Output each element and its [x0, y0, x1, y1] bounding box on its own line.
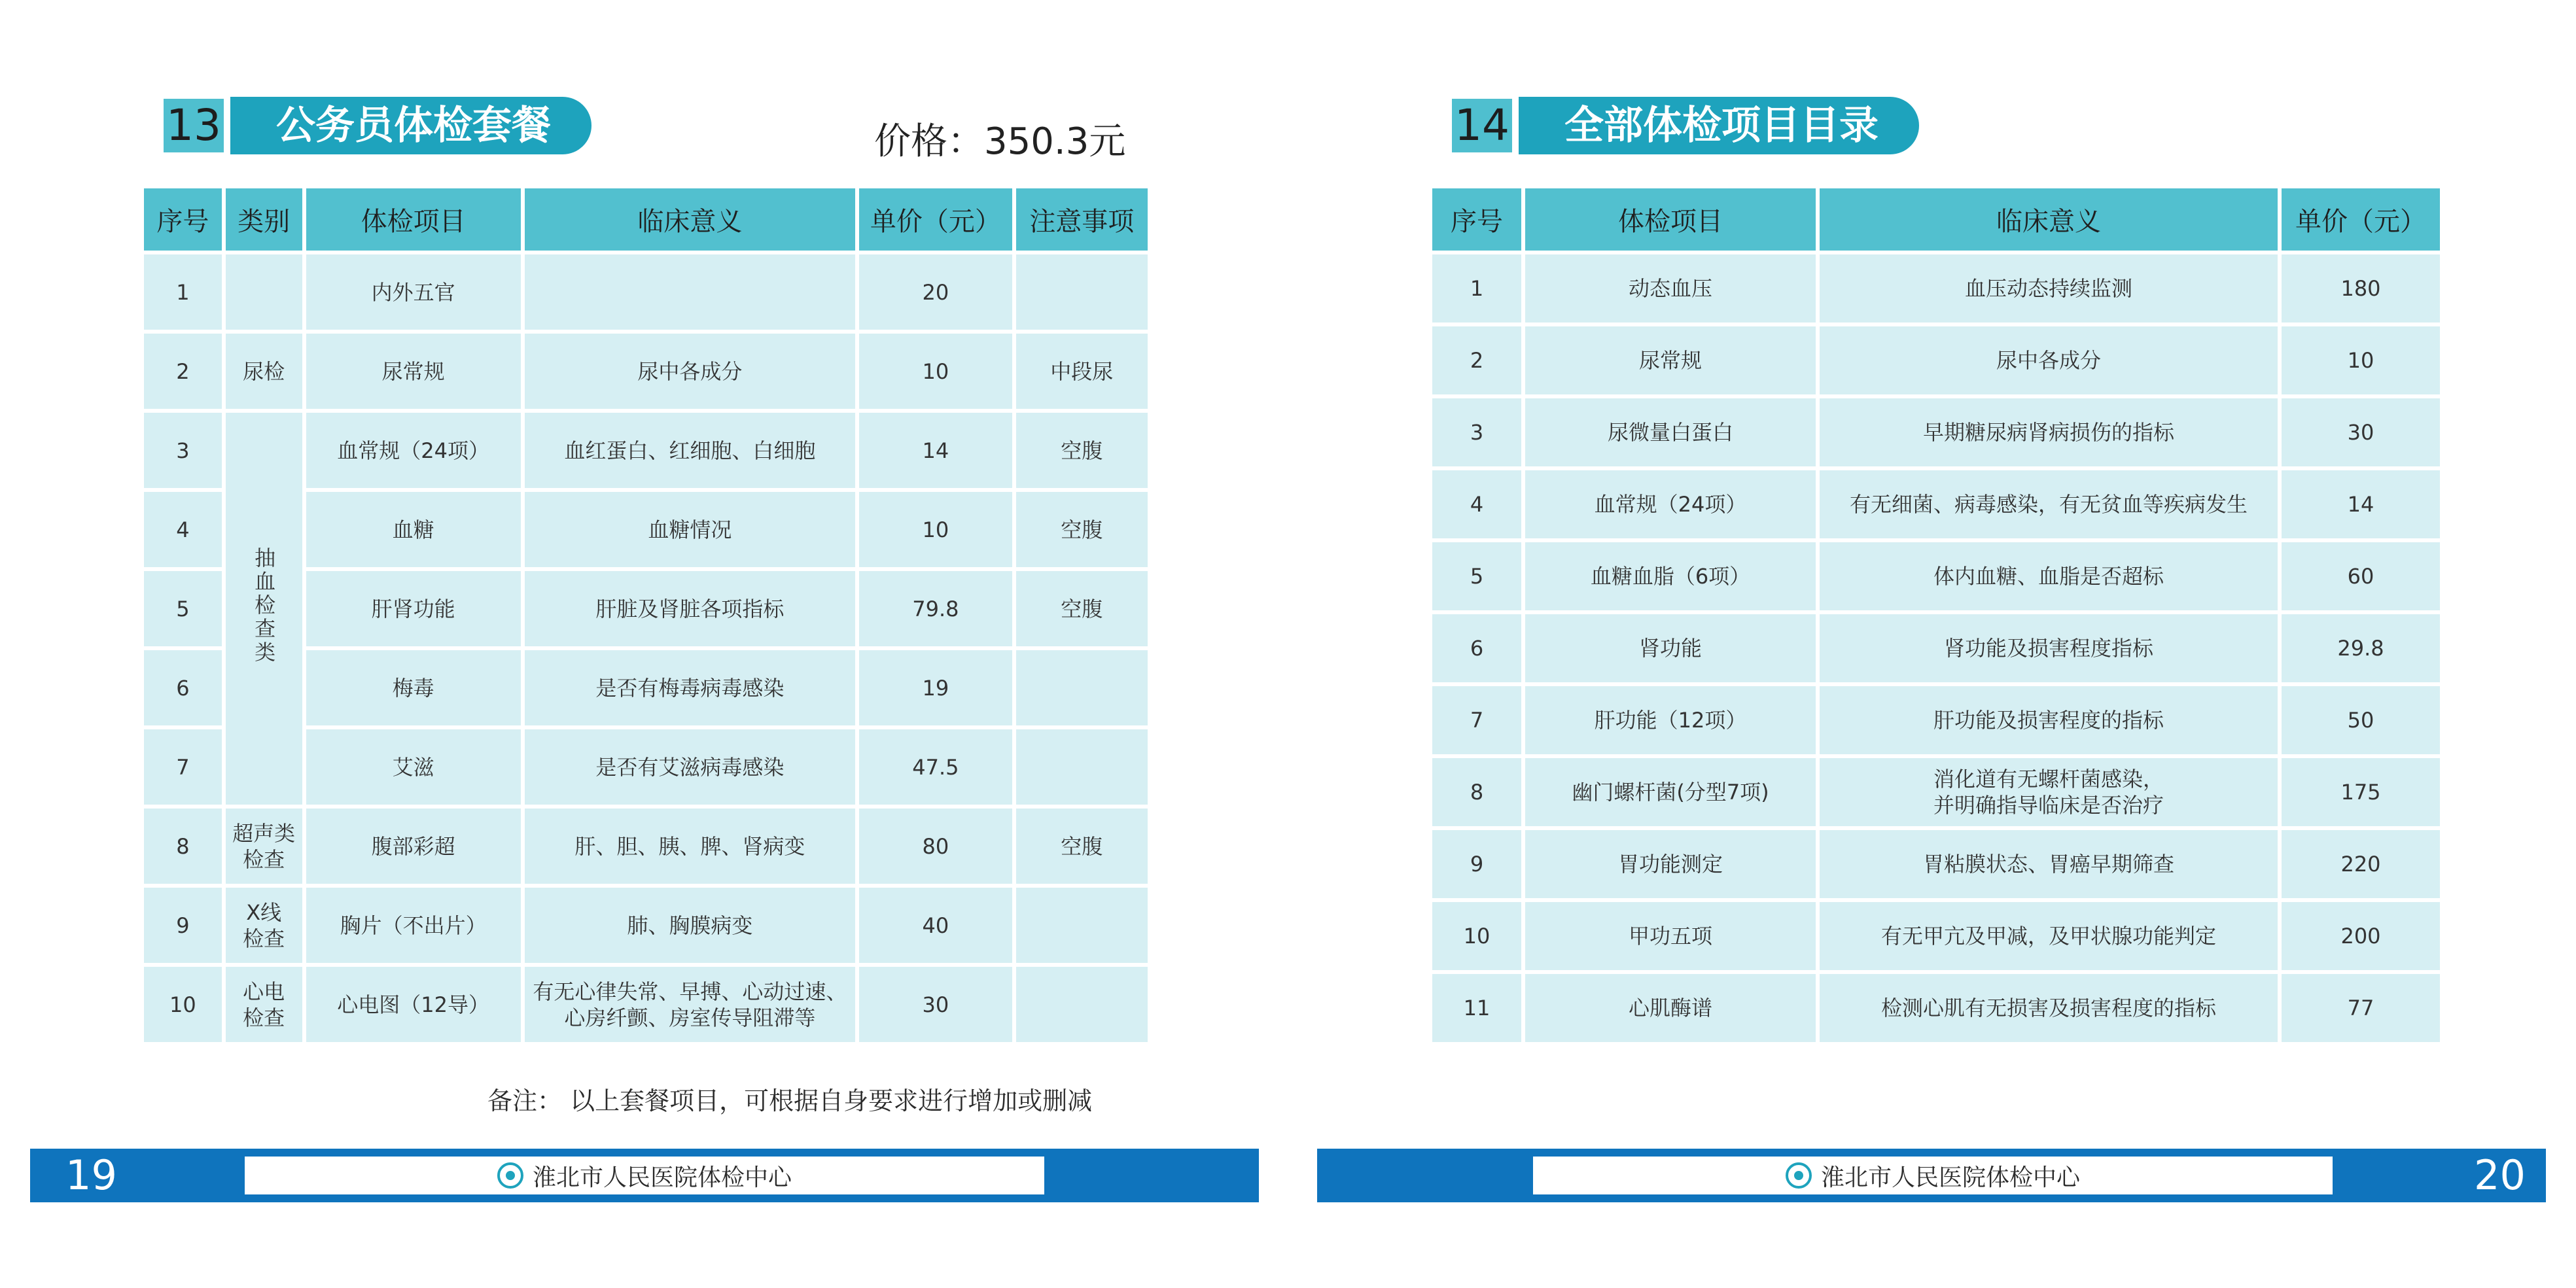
cell-meaning: 尿中各成分 [525, 334, 855, 409]
section-title: 公务员体检套餐 [230, 97, 591, 154]
cell-price: 40 [859, 888, 1012, 963]
cell-item: 心电图（12导） [306, 967, 521, 1042]
hospital-logo-icon [1786, 1162, 1812, 1189]
table-row [144, 254, 1148, 330]
category-blood-test: 抽血检查类 [251, 547, 277, 665]
package-price: 价格：350.3元 [874, 120, 1126, 163]
cell-note: 空腹 [1016, 492, 1148, 567]
table-row [144, 967, 1148, 1042]
cell-item: 心肌酶谱 [1525, 974, 1816, 1042]
cell-no: 3 [1432, 398, 1521, 466]
cell-item: 肝功能（12项） [1525, 686, 1816, 754]
table-row [144, 413, 1148, 488]
footer-text: 淮北市人民医院体检中心 [1820, 1164, 2080, 1191]
header-no: 序号 [1432, 188, 1521, 251]
table-row [1432, 830, 2440, 898]
cell-item: 血糖血脂（6项） [1525, 542, 1816, 610]
cell-no: 7 [144, 729, 222, 805]
cell-no: 6 [1432, 614, 1521, 682]
table-row [1432, 902, 2440, 970]
meaning-line-2: 并明确指导临床是否治疗 [1933, 793, 2164, 818]
table-header-row [1432, 188, 2440, 251]
header-price: 单价（元） [859, 188, 1012, 251]
header-category: 类别 [226, 188, 302, 251]
cell-meaning [1820, 758, 2278, 826]
category-line-2: 检查 [243, 926, 285, 951]
cell-item: 梅毒 [306, 650, 521, 725]
table-row [1432, 254, 2440, 322]
cell-meaning: 血糖情况 [525, 492, 855, 567]
right-page [1288, 0, 2576, 1288]
cell-meaning: 有无甲亢及甲减，及甲状腺功能判定 [1820, 902, 2278, 970]
cell-note: 空腹 [1016, 809, 1148, 884]
cell-price: 30 [2282, 398, 2440, 466]
cell-no: 10 [1432, 902, 1521, 970]
cell-item: 胸片（不出片） [306, 888, 521, 963]
cell-meaning: 肾功能及损害程度指标 [1820, 614, 2278, 682]
cell-price: 80 [859, 809, 1012, 884]
page-number: 19 [65, 1151, 117, 1199]
cell-item: 尿常规 [1525, 326, 1816, 394]
section-number: 14 [1452, 99, 1512, 152]
category-line-1: X线 [246, 899, 282, 925]
cell-meaning: 肺、胸膜病变 [525, 888, 855, 963]
cell-price: 180 [2282, 254, 2440, 322]
remark: 备注： 以上套餐项目，可根据自身要求进行增加或删减 [487, 1087, 1093, 1115]
cell-price: 20 [859, 254, 1012, 330]
cell-price: 30 [859, 967, 1012, 1042]
catalog-table [1428, 184, 2444, 1046]
cell-category [226, 888, 302, 963]
cell-meaning: 是否有艾滋病毒感染 [525, 729, 855, 805]
cell-price: 14 [859, 413, 1012, 488]
cell-item: 血常规（24项） [306, 413, 521, 488]
cell-note [1016, 729, 1148, 805]
cell-price: 10 [2282, 326, 2440, 394]
cell-price: 10 [859, 492, 1012, 567]
package-table [140, 184, 1152, 1046]
cell-price: 200 [2282, 902, 2440, 970]
meaning-line-1: 有无心律失常、早搏、心动过速、 [533, 979, 847, 1004]
cell-meaning: 有无细菌、病毒感染，有无贫血等疾病发生 [1820, 470, 2278, 538]
page-number: 20 [2474, 1151, 2526, 1199]
cell-price: 220 [2282, 830, 2440, 898]
header-item: 体检项目 [306, 188, 521, 251]
cell-note [1016, 888, 1148, 963]
table-row [1432, 686, 2440, 754]
cell-price: 50 [2282, 686, 2440, 754]
table-row [1432, 758, 2440, 826]
cell-price: 60 [2282, 542, 2440, 610]
meaning-line-1: 消化道有无螺杆菌感染， [1933, 767, 2164, 792]
cell-price: 77 [2282, 974, 2440, 1042]
cell-item: 尿常规 [306, 334, 521, 409]
footer-text: 淮北市人民医院体检中心 [532, 1164, 792, 1191]
cell-no: 3 [144, 413, 222, 488]
cell-meaning: 检测心肌有无损害及损害程度的指标 [1820, 974, 2278, 1042]
cell-meaning: 尿中各成分 [1820, 326, 2278, 394]
cell-price: 79.8 [859, 571, 1012, 646]
cell-meaning: 血红蛋白、红细胞、白细胞 [525, 413, 855, 488]
cell-item: 血常规（24项） [1525, 470, 1816, 538]
cell-item: 肾功能 [1525, 614, 1816, 682]
cell-note: 空腹 [1016, 571, 1148, 646]
table-header-row [144, 188, 1148, 251]
cell-meaning [525, 967, 855, 1042]
cell-meaning: 肝、胆、胰、脾、肾病变 [525, 809, 855, 884]
cell-no: 6 [144, 650, 222, 725]
cell-price: 47.5 [859, 729, 1012, 805]
cell-meaning: 肝脏及肾脏各项指标 [525, 571, 855, 646]
cell-no: 11 [1432, 974, 1521, 1042]
cell-no: 8 [1432, 758, 1521, 826]
cell-note [1016, 254, 1148, 330]
cell-meaning [525, 254, 855, 330]
header-meaning: 临床意义 [1820, 188, 2278, 251]
cell-item: 艾滋 [306, 729, 521, 805]
cell-no: 9 [144, 888, 222, 963]
cell-item: 血糖 [306, 492, 521, 567]
cell-price: 19 [859, 650, 1012, 725]
cell-no: 1 [144, 254, 222, 330]
header-price: 单价（元） [2282, 188, 2440, 251]
cell-price: 175 [2282, 758, 2440, 826]
table-row [1432, 470, 2440, 538]
category-line-1: 超声类 [232, 820, 296, 846]
cell-meaning: 早期糖尿病肾病损伤的指标 [1820, 398, 2278, 466]
section-header-14 [1452, 97, 1919, 154]
table-row [1432, 398, 2440, 466]
cell-note: 中段尿 [1016, 334, 1148, 409]
cell-category [226, 809, 302, 884]
cell-no: 4 [1432, 470, 1521, 538]
header-no: 序号 [144, 188, 222, 251]
table-row [144, 334, 1148, 409]
section-header-13 [164, 97, 591, 154]
cell-no: 5 [144, 571, 222, 646]
cell-meaning: 肝功能及损害程度的指标 [1820, 686, 2278, 754]
cell-no: 10 [144, 967, 222, 1042]
cell-item: 幽门螺杆菌(分型7项) [1525, 758, 1816, 826]
cell-item: 腹部彩超 [306, 809, 521, 884]
cell-item: 甲功五项 [1525, 902, 1816, 970]
cell-no: 2 [144, 334, 222, 409]
section-title: 全部体检项目目录 [1519, 97, 1919, 154]
cell-item: 动态血压 [1525, 254, 1816, 322]
cell-category: 尿检 [226, 334, 302, 409]
cell-meaning: 胃粘膜状态、胃癌早期筛查 [1820, 830, 2278, 898]
cell-no: 5 [1432, 542, 1521, 610]
table-row [144, 888, 1148, 963]
cell-price: 29.8 [2282, 614, 2440, 682]
header-meaning: 临床意义 [525, 188, 855, 251]
header-item: 体检项目 [1525, 188, 1816, 251]
table-row [1432, 614, 2440, 682]
meaning-line-2: 心房纤颤、房室传导阻滞等 [564, 1005, 816, 1030]
cell-item: 肝肾功能 [306, 571, 521, 646]
cell-no: 4 [144, 492, 222, 567]
cell-no: 9 [1432, 830, 1521, 898]
cell-meaning: 血压动态持续监测 [1820, 254, 2278, 322]
footer-box [1530, 1154, 2335, 1197]
header-note: 注意事项 [1016, 188, 1148, 251]
cell-meaning: 是否有梅毒病毒感染 [525, 650, 855, 725]
footer-box [242, 1154, 1047, 1197]
hospital-logo-icon [497, 1162, 523, 1189]
cell-price: 14 [2282, 470, 2440, 538]
cell-no: 2 [1432, 326, 1521, 394]
section-number: 13 [164, 99, 224, 152]
cell-price: 10 [859, 334, 1012, 409]
cell-no: 8 [144, 809, 222, 884]
table-row [144, 809, 1148, 884]
table-row [1432, 542, 2440, 610]
cell-category [226, 254, 302, 330]
cell-note: 空腹 [1016, 413, 1148, 488]
cell-item: 胃功能测定 [1525, 830, 1816, 898]
table-row [1432, 326, 2440, 394]
cell-item: 尿微量白蛋白 [1525, 398, 1816, 466]
cell-category [226, 967, 302, 1042]
cell-no: 7 [1432, 686, 1521, 754]
cell-note [1016, 650, 1148, 725]
cell-meaning: 体内血糖、血脂是否超标 [1820, 542, 2278, 610]
table-row [1432, 974, 2440, 1042]
cell-no: 1 [1432, 254, 1521, 322]
cell-category-merged [226, 413, 302, 805]
category-line-2: 检查 [243, 1005, 285, 1030]
cell-item: 内外五官 [306, 254, 521, 330]
category-line-2: 检查 [243, 846, 285, 872]
cell-note [1016, 967, 1148, 1042]
category-line-1: 心电 [243, 979, 285, 1004]
